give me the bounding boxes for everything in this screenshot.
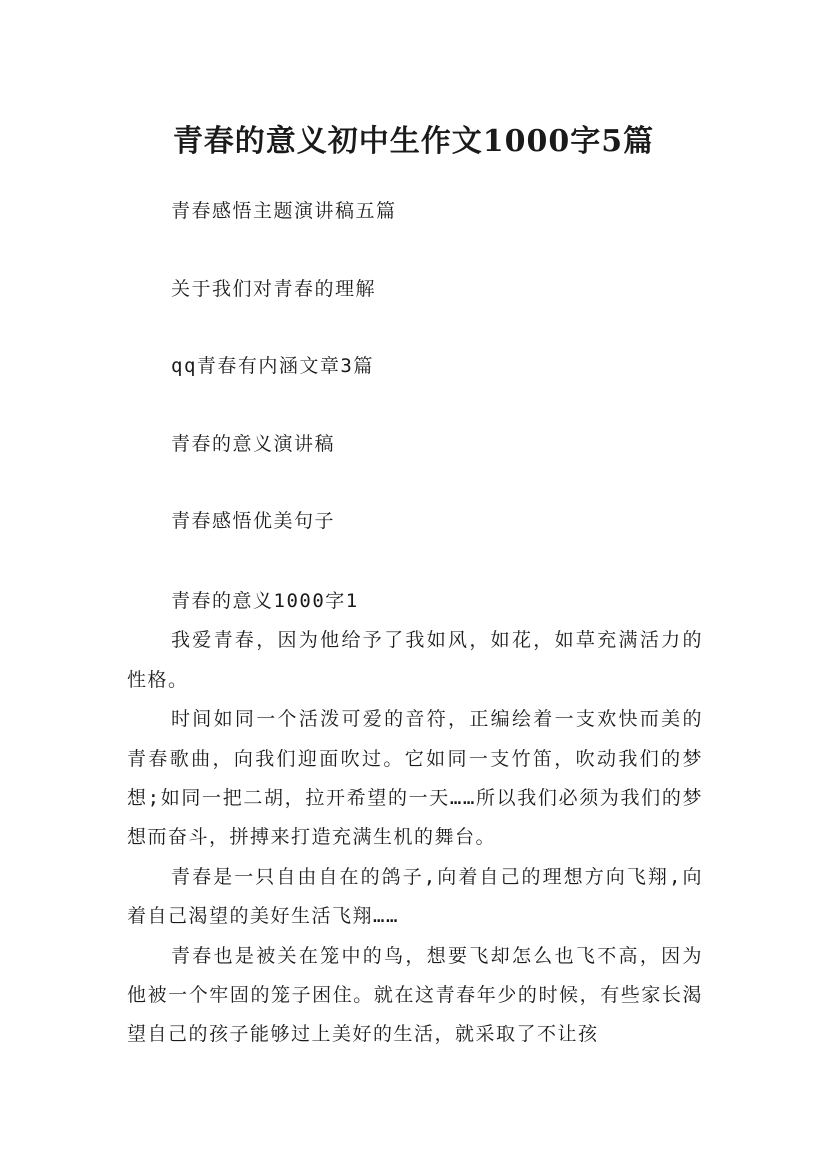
related-article-link[interactable]: 青春的意义演讲稿 (171, 432, 336, 455)
related-article-link[interactable]: 关于我们对青春的理解 (171, 277, 377, 300)
related-article-link[interactable]: 青春感悟主题演讲稿五篇 (171, 200, 397, 222)
article-body (127, 582, 703, 1055)
document-title: 青春的意义初中生作文1000字5篇 (172, 124, 655, 160)
paragraph: 青春也是被关在笼中的鸟，想要飞却怎么也飞不高，因为他被一个牢固的笼子困住。就在这青春年少的时候，有些家长渴望自己的孩子能够过上美好的生活，就采取了不让孩 (127, 944, 703, 1046)
related-article-link[interactable]: qq青春有内涵文章3篇 (171, 355, 374, 377)
related-article-link[interactable]: 青春感悟优美句子 (171, 510, 336, 532)
section-heading: 青春的意义1000字1 (171, 590, 359, 612)
related-articles-list (171, 195, 731, 583)
paragraph: 青春是一只自由自在的鸽子,向着自己的理想方向飞翔,向着自己渴望的美好生活飞翔…… (127, 865, 703, 928)
paragraph: 我爱青春，因为他给予了我如风，如花，如草充满活力的性格。 (127, 629, 703, 691)
paragraph: 时间如同一个活泼可爱的音符，正编绘着一支欢快而美的青春歌曲，向我们迎面吹过。它如同一支竹笛，吹动我们的梦想;如同一把二胡，拉开希望的一天……所以我们必须为我们的梦想而奋斗，拼搏来打造充满生机的舞台。 (127, 708, 703, 849)
